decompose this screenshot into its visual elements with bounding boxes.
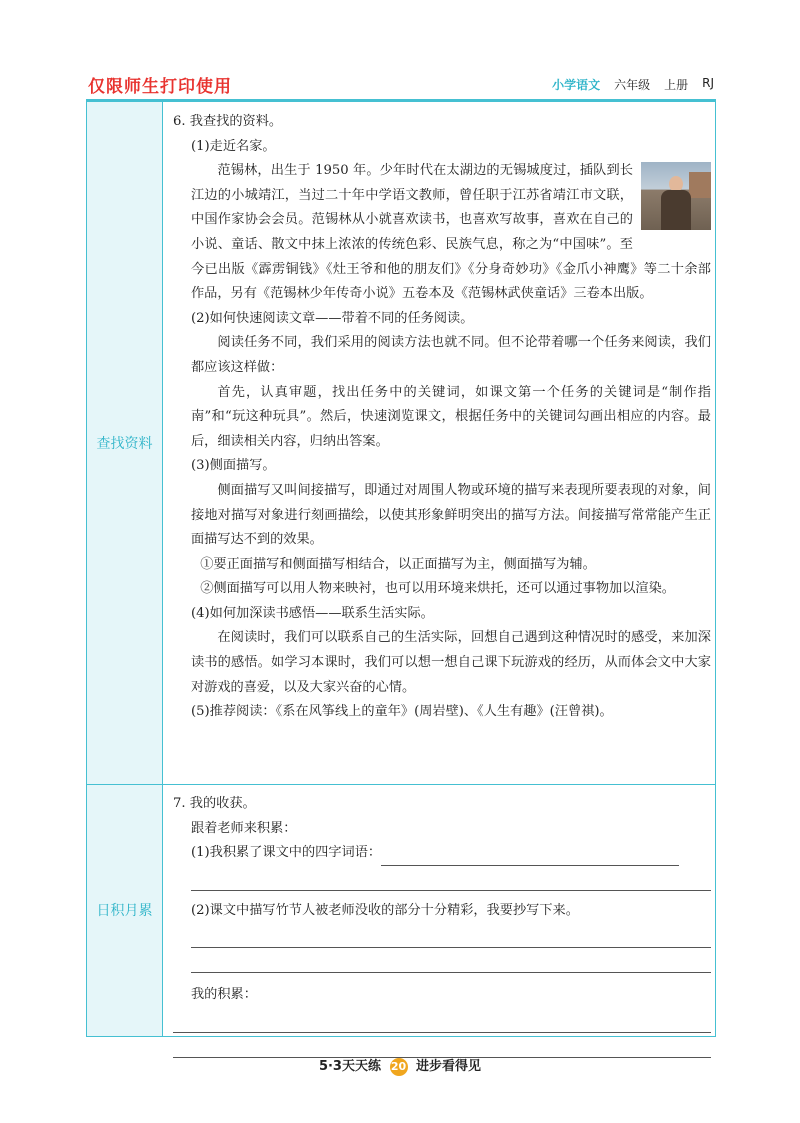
section-title: 6. 我查找的资料。 <box>173 114 283 129</box>
answer-line[interactable] <box>191 948 711 973</box>
intro-text: 跟着老师来积累： <box>191 820 297 836</box>
edition-label: RJ <box>702 76 714 90</box>
author-photo <box>641 162 711 230</box>
book-info <box>552 76 714 93</box>
paragraph: 侧面描写又叫间接描写，即通过对周围人物或环境的描写来表现所要表现的对象，间接地对描写对象进行刻画描绘，以使其形象鲜明突出的描写方法。间接描写常常能产生正面描写达不到的效果。 <box>191 482 711 548</box>
footer-brand: 5·3天天练 <box>318 1059 381 1074</box>
page-footer <box>0 1055 800 1076</box>
answer-line[interactable] <box>381 847 679 866</box>
footer-slogan: 进步看得见 <box>416 1059 482 1074</box>
side-label-research: 查找资料 <box>87 102 163 784</box>
answer-line[interactable] <box>191 866 711 891</box>
question-1 <box>173 841 711 866</box>
question-1-text: (1)我积累了课文中的四字词语： <box>191 845 382 861</box>
item-heading: (2)如何快速阅读文章——带着不同的任务阅读。 <box>191 310 474 326</box>
point: ②侧面描写可以用人物来映衬，也可以用环境来烘托，还可以通过事物加以渲染。 <box>200 581 675 597</box>
author-bio: 范锡林，出生于 1950 年。少年时代在太湖边的无锡城度过，插队到长江边的小城靖江，当过二十年中学语文教师，曾任职于江苏省靖江市文联，中国作家协会会员。范锡林从小就喜欢读书，也喜欢写故事，喜欢在自己的小说、童话、散文中抹上浓浓的传统色彩、民族气息，称之为“中国味”。至今已出版《霹雳铜钱》《灶王爷和他的朋友们》《分身奇妙功》《金爪小神鹰》等二十余部作品，另有《范锡林少年传奇小说》五卷本及《范锡林武侠童话》三卷本出版。 <box>191 163 711 302</box>
volume-label: 上册 <box>664 78 689 92</box>
item-heading: (1)走近名家。 <box>191 138 276 154</box>
side-label-accumulate: 日积月累 <box>87 784 163 1036</box>
answer-line[interactable] <box>173 1008 711 1033</box>
page-number: 20 <box>390 1058 408 1076</box>
item-heading: (4)如何加深读书感悟——联系生活实际。 <box>191 605 434 621</box>
paragraph: 在阅读时，我们可以联系自己的生活实际，回想自己遇到这种情况时的感受，来加深读书的感悟。如学习本课时，我们可以想一想自己课下玩游戏的经历，从而体会文中大家对游戏的喜爱，以及大家兴奋的心情。 <box>191 630 711 695</box>
grade-label: 六年级 <box>614 78 651 92</box>
my-accumulation-label: 我的积累： <box>191 987 257 1003</box>
subject-label: 小学语文 <box>552 78 601 92</box>
answer-line[interactable] <box>191 923 711 948</box>
item-heading: (3)侧面描写。 <box>191 458 276 474</box>
paragraph: 阅读任务不同，我们采用的阅读方法也就不同。但不论带着哪一个任务来阅读，我们都应该这样做： <box>191 335 711 375</box>
row-divider <box>87 784 715 785</box>
harvest-section <box>173 792 711 1058</box>
worksheet-table <box>86 101 716 1037</box>
point: ①要正面描写和侧面描写相结合，以正面描写为主，侧面描写为辅。 <box>200 556 596 572</box>
item-heading: (5)推荐阅读：《系在风筝线上的童年》(周岩壁)、《人生有趣》(汪曾祺)。 <box>191 704 613 720</box>
print-notice: 仅限师生打印使用 <box>88 77 232 97</box>
paragraph: 首先，认真审题，找出任务中的关键词，如课文第一个任务的关键词是“制作指南”和“玩这种玩具”。然后，快速浏览课文，根据任务中的关键词勾画出相应的内容。最后，细读相关内容，归纳出答案。 <box>191 384 711 449</box>
question-2: (2)课文中描写竹节人被老师没收的部分十分精彩，我要抄写下来。 <box>191 902 579 918</box>
research-section <box>173 110 711 725</box>
section-title: 7. 我的收获。 <box>173 796 256 811</box>
